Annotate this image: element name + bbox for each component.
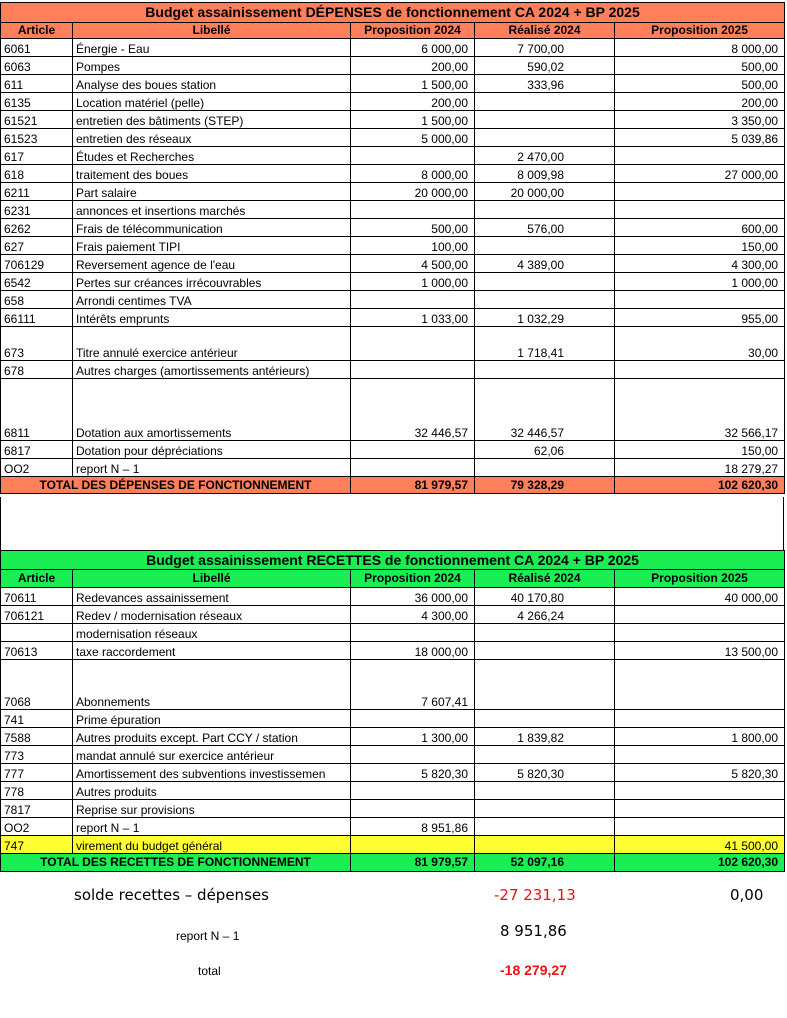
table-row <box>1 588 785 606</box>
cell-realise-2024 <box>475 710 615 728</box>
cell-proposition-2024 <box>351 624 475 642</box>
solde-label: solde recettes – dépenses <box>74 886 269 904</box>
cell-realise-2024 <box>475 642 615 660</box>
header-libelle: Libellé <box>73 23 351 39</box>
header-realise-2024: Réalisé 2024 <box>475 23 615 39</box>
cell-proposition-2025 <box>615 361 785 379</box>
cell-libelle: Dotation aux amortissements <box>73 379 351 441</box>
cell-proposition-2024: 7 607,41 <box>351 660 475 710</box>
cell-proposition-2025: 1 000,00 <box>615 273 785 291</box>
table-row <box>1 327 785 361</box>
recettes-title: Budget assainissement RECETTES de fonctionnement CA 2024 + BP 2025 <box>1 551 785 570</box>
cell-proposition-2024 <box>351 361 475 379</box>
cell-realise-2024: 590,02 <box>475 57 615 75</box>
cell-article: 747 <box>1 836 73 854</box>
cell-article: OO2 <box>1 459 73 477</box>
cell-realise-2024: 1 718,41 <box>475 327 615 361</box>
cell-proposition-2024: 1 500,00 <box>351 111 475 129</box>
cell-proposition-2025: 41 500,00 <box>615 836 785 854</box>
table-row <box>1 836 785 854</box>
cell-proposition-2025: 500,00 <box>615 75 785 93</box>
cell-proposition-2025 <box>615 782 785 800</box>
cell-proposition-2025: 8 000,00 <box>615 39 785 57</box>
cell-proposition-2025: 30,00 <box>615 327 785 361</box>
cell-realise-2024: 1 839,82 <box>475 728 615 746</box>
cell-article: 6211 <box>1 183 73 201</box>
total-label: TOTAL DES RECETTES DE FONCTIONNEMENT <box>1 854 351 872</box>
table-row <box>1 39 785 57</box>
cell-proposition-2025: 5 039,86 <box>615 129 785 147</box>
cell-realise-2024 <box>475 129 615 147</box>
cell-proposition-2025 <box>615 660 785 710</box>
cell-proposition-2024 <box>351 327 475 361</box>
cell-proposition-2024: 1 300,00 <box>351 728 475 746</box>
table-row <box>1 183 785 201</box>
cell-proposition-2024 <box>351 836 475 854</box>
cell-libelle: virement du budget général <box>73 836 351 854</box>
cell-proposition-2024: 200,00 <box>351 93 475 111</box>
cell-libelle: modernisation réseaux <box>73 624 351 642</box>
cell-libelle: Dotation pour dépréciations <box>73 441 351 459</box>
total-label: TOTAL DES DÉPENSES DE FONCTIONNEMENT <box>1 477 351 494</box>
cell-libelle: Frais paiement TIPI <box>73 237 351 255</box>
total-proposition-2024: 81 979,57 <box>351 854 475 872</box>
cell-libelle: annonces et insertions marchés <box>73 201 351 219</box>
header-article: Article <box>1 570 73 588</box>
table-row <box>1 782 785 800</box>
table-row <box>1 93 785 111</box>
cell-proposition-2025: 150,00 <box>615 441 785 459</box>
table-row <box>1 201 785 219</box>
header-proposition-2024: Proposition 2024 <box>351 570 475 588</box>
cell-proposition-2025 <box>615 818 785 836</box>
cell-article: 61521 <box>1 111 73 129</box>
table-row <box>1 728 785 746</box>
cell-proposition-2025: 600,00 <box>615 219 785 237</box>
table-row <box>1 642 785 660</box>
cell-libelle: report N – 1 <box>73 818 351 836</box>
cell-article: 778 <box>1 782 73 800</box>
table-row <box>1 764 785 782</box>
cell-proposition-2024: 1 000,00 <box>351 273 475 291</box>
cell-proposition-2024: 8 951,86 <box>351 818 475 836</box>
cell-realise-2024 <box>475 93 615 111</box>
recettes-table <box>0 550 785 872</box>
cell-libelle: Frais de télécommunication <box>73 219 351 237</box>
cell-article: 617 <box>1 147 73 165</box>
cell-article: 706129 <box>1 255 73 273</box>
total-proposition-2025: 102 620,30 <box>615 854 785 872</box>
table-row <box>1 291 785 309</box>
cell-article: 70613 <box>1 642 73 660</box>
cell-realise-2024 <box>475 800 615 818</box>
cell-proposition-2024: 1 500,00 <box>351 75 475 93</box>
cell-proposition-2024: 500,00 <box>351 219 475 237</box>
cell-article: OO2 <box>1 818 73 836</box>
section-gap <box>0 497 784 550</box>
cell-libelle: traitement des boues <box>73 165 351 183</box>
cell-realise-2024 <box>475 624 615 642</box>
cell-libelle: Prime épuration <box>73 710 351 728</box>
cell-libelle: Autres produits except. Part CCY / station <box>73 728 351 746</box>
table-row <box>1 111 785 129</box>
cell-proposition-2025 <box>615 291 785 309</box>
cell-article: 6262 <box>1 219 73 237</box>
table-row <box>1 165 785 183</box>
cell-proposition-2025: 3 350,00 <box>615 111 785 129</box>
cell-realise-2024: 20 000,00 <box>475 183 615 201</box>
table-row <box>1 459 785 477</box>
cell-proposition-2024 <box>351 746 475 764</box>
header-proposition-2025: Proposition 2025 <box>615 570 785 588</box>
table-row <box>1 441 785 459</box>
table-row <box>1 309 785 327</box>
cell-proposition-2025 <box>615 183 785 201</box>
cell-libelle: entretien des bâtiments (STEP) <box>73 111 351 129</box>
cell-proposition-2024 <box>351 201 475 219</box>
cell-libelle: Analyse des boues station <box>73 75 351 93</box>
cell-proposition-2024: 4 300,00 <box>351 606 475 624</box>
header-realise-2024: Réalisé 2024 <box>475 570 615 588</box>
cell-proposition-2024 <box>351 291 475 309</box>
table-row <box>1 606 785 624</box>
table-row <box>1 129 785 147</box>
cell-proposition-2025: 13 500,00 <box>615 642 785 660</box>
total-row <box>1 854 785 872</box>
cell-article: 7817 <box>1 800 73 818</box>
table-row <box>1 710 785 728</box>
table-row <box>1 379 785 441</box>
table-row <box>1 746 785 764</box>
cell-proposition-2024: 18 000,00 <box>351 642 475 660</box>
cell-article: 70611 <box>1 588 73 606</box>
cell-article: 6061 <box>1 39 73 57</box>
cell-proposition-2024: 200,00 <box>351 57 475 75</box>
cell-libelle: Titre annulé exercice antérieur <box>73 327 351 361</box>
cell-article: 6231 <box>1 201 73 219</box>
table-row <box>1 147 785 165</box>
cell-proposition-2025: 200,00 <box>615 93 785 111</box>
cell-proposition-2025 <box>615 746 785 764</box>
cell-article: 7068 <box>1 660 73 710</box>
header-proposition-2024: Proposition 2024 <box>351 23 475 39</box>
cell-proposition-2025: 4 300,00 <box>615 255 785 273</box>
cell-realise-2024: 4 389,00 <box>475 255 615 273</box>
cell-libelle: Pompes <box>73 57 351 75</box>
cell-proposition-2025: 955,00 <box>615 309 785 327</box>
cell-proposition-2025: 500,00 <box>615 57 785 75</box>
total-label: total <box>198 964 221 978</box>
cell-realise-2024: 1 032,29 <box>475 309 615 327</box>
cell-article: 61523 <box>1 129 73 147</box>
cell-proposition-2024: 5 000,00 <box>351 129 475 147</box>
cell-realise-2024 <box>475 273 615 291</box>
cell-realise-2024 <box>475 836 615 854</box>
cell-realise-2024 <box>475 237 615 255</box>
cell-article: 773 <box>1 746 73 764</box>
header-proposition-2025: Proposition 2025 <box>615 23 785 39</box>
cell-libelle: Amortissement des subventions investissemen <box>73 764 351 782</box>
cell-realise-2024 <box>475 459 615 477</box>
cell-realise-2024: 32 446,57 <box>475 379 615 441</box>
total-realise-2024: 52 097,16 <box>475 854 615 872</box>
cell-libelle: Reversement agence de l'eau <box>73 255 351 273</box>
cell-proposition-2025: 18 279,27 <box>615 459 785 477</box>
cell-realise-2024: 7 700,00 <box>475 39 615 57</box>
cell-proposition-2024: 6 000,00 <box>351 39 475 57</box>
solde-realise-2024: -27 231,13 <box>494 886 576 904</box>
table-row <box>1 361 785 379</box>
cell-proposition-2025 <box>615 710 785 728</box>
cell-proposition-2024: 1 033,00 <box>351 309 475 327</box>
report-value: 8 951,86 <box>500 922 567 940</box>
cell-realise-2024: 62,06 <box>475 441 615 459</box>
cell-proposition-2025 <box>615 201 785 219</box>
cell-libelle: Énergie - Eau <box>73 39 351 57</box>
solde-proposition-2025: 0,00 <box>730 886 764 904</box>
cell-article: 678 <box>1 361 73 379</box>
cell-article: 618 <box>1 165 73 183</box>
cell-libelle: Arrondi centimes TVA <box>73 291 351 309</box>
cell-realise-2024: 576,00 <box>475 219 615 237</box>
cell-proposition-2024 <box>351 710 475 728</box>
cell-proposition-2024: 32 446,57 <box>351 379 475 441</box>
cell-realise-2024: 5 820,30 <box>475 764 615 782</box>
cell-proposition-2024 <box>351 147 475 165</box>
header-libelle: Libellé <box>73 570 351 588</box>
cell-libelle: Redevances assainissement <box>73 588 351 606</box>
table-row <box>1 255 785 273</box>
table-row <box>1 624 785 642</box>
table-row <box>1 273 785 291</box>
cell-proposition-2024: 100,00 <box>351 237 475 255</box>
cell-proposition-2025 <box>615 624 785 642</box>
cell-proposition-2025: 40 000,00 <box>615 588 785 606</box>
cell-article: 673 <box>1 327 73 361</box>
cell-realise-2024 <box>475 746 615 764</box>
table-row <box>1 75 785 93</box>
cell-libelle: Redev / modernisation réseaux <box>73 606 351 624</box>
cell-realise-2024: 2 470,00 <box>475 147 615 165</box>
cell-proposition-2024 <box>351 441 475 459</box>
table-row <box>1 57 785 75</box>
total-row <box>1 477 785 494</box>
cell-proposition-2024: 8 000,00 <box>351 165 475 183</box>
total-value: -18 279,27 <box>500 962 567 978</box>
cell-article: 6811 <box>1 379 73 441</box>
table-row <box>1 818 785 836</box>
cell-realise-2024: 8 009,98 <box>475 165 615 183</box>
cell-proposition-2025 <box>615 800 785 818</box>
cell-libelle: Reprise sur provisions <box>73 800 351 818</box>
cell-proposition-2025: 5 820,30 <box>615 764 785 782</box>
cell-realise-2024: 4 266,24 <box>475 606 615 624</box>
cell-realise-2024 <box>475 291 615 309</box>
cell-article: 66111 <box>1 309 73 327</box>
cell-article: 741 <box>1 710 73 728</box>
cell-libelle: Intérêts emprunts <box>73 309 351 327</box>
cell-article: 658 <box>1 291 73 309</box>
cell-libelle: Autres produits <box>73 782 351 800</box>
total-proposition-2025: 102 620,30 <box>615 477 785 494</box>
cell-proposition-2025: 32 566,17 <box>615 379 785 441</box>
cell-proposition-2025 <box>615 147 785 165</box>
cell-proposition-2025: 27 000,00 <box>615 165 785 183</box>
cell-article: 6135 <box>1 93 73 111</box>
cell-libelle: Abonnements <box>73 660 351 710</box>
cell-article: 706121 <box>1 606 73 624</box>
report-label: report N – 1 <box>176 929 240 943</box>
cell-realise-2024 <box>475 818 615 836</box>
cell-proposition-2024: 4 500,00 <box>351 255 475 273</box>
table-row <box>1 237 785 255</box>
cell-proposition-2025 <box>615 606 785 624</box>
cell-realise-2024 <box>475 660 615 710</box>
cell-libelle: report N – 1 <box>73 459 351 477</box>
table-row <box>1 219 785 237</box>
cell-realise-2024: 333,96 <box>475 75 615 93</box>
cell-proposition-2024: 5 820,30 <box>351 764 475 782</box>
cell-article <box>1 624 73 642</box>
cell-proposition-2025: 150,00 <box>615 237 785 255</box>
depenses-table <box>0 2 785 494</box>
cell-article: 7588 <box>1 728 73 746</box>
cell-proposition-2024 <box>351 782 475 800</box>
cell-proposition-2024: 36 000,00 <box>351 588 475 606</box>
cell-article: 627 <box>1 237 73 255</box>
cell-realise-2024 <box>475 201 615 219</box>
cell-realise-2024 <box>475 111 615 129</box>
cell-article: 6063 <box>1 57 73 75</box>
cell-libelle: mandat annulé sur exercice antérieur <box>73 746 351 764</box>
cell-proposition-2024 <box>351 459 475 477</box>
cell-libelle: Pertes sur créances irrécouvrables <box>73 273 351 291</box>
cell-proposition-2024 <box>351 800 475 818</box>
cell-article: 777 <box>1 764 73 782</box>
cell-article: 611 <box>1 75 73 93</box>
total-realise-2024: 79 328,29 <box>475 477 615 494</box>
depenses-title: Budget assainissement DÉPENSES de fonctionnement CA 2024 + BP 2025 <box>1 3 785 23</box>
table-row <box>1 800 785 818</box>
cell-libelle: Part salaire <box>73 183 351 201</box>
total-proposition-2024: 81 979,57 <box>351 477 475 494</box>
header-article: Article <box>1 23 73 39</box>
cell-libelle: Location matériel (pelle) <box>73 93 351 111</box>
cell-libelle: entretien des réseaux <box>73 129 351 147</box>
cell-realise-2024: 40 170,80 <box>475 588 615 606</box>
cell-libelle: Études et Recherches <box>73 147 351 165</box>
cell-libelle: Autres charges (amortissements antérieurs) <box>73 361 351 379</box>
table-row <box>1 660 785 710</box>
cell-proposition-2024: 20 000,00 <box>351 183 475 201</box>
cell-article: 6817 <box>1 441 73 459</box>
cell-proposition-2025: 1 800,00 <box>615 728 785 746</box>
cell-article: 6542 <box>1 273 73 291</box>
cell-realise-2024 <box>475 782 615 800</box>
cell-libelle: taxe raccordement <box>73 642 351 660</box>
cell-realise-2024 <box>475 361 615 379</box>
